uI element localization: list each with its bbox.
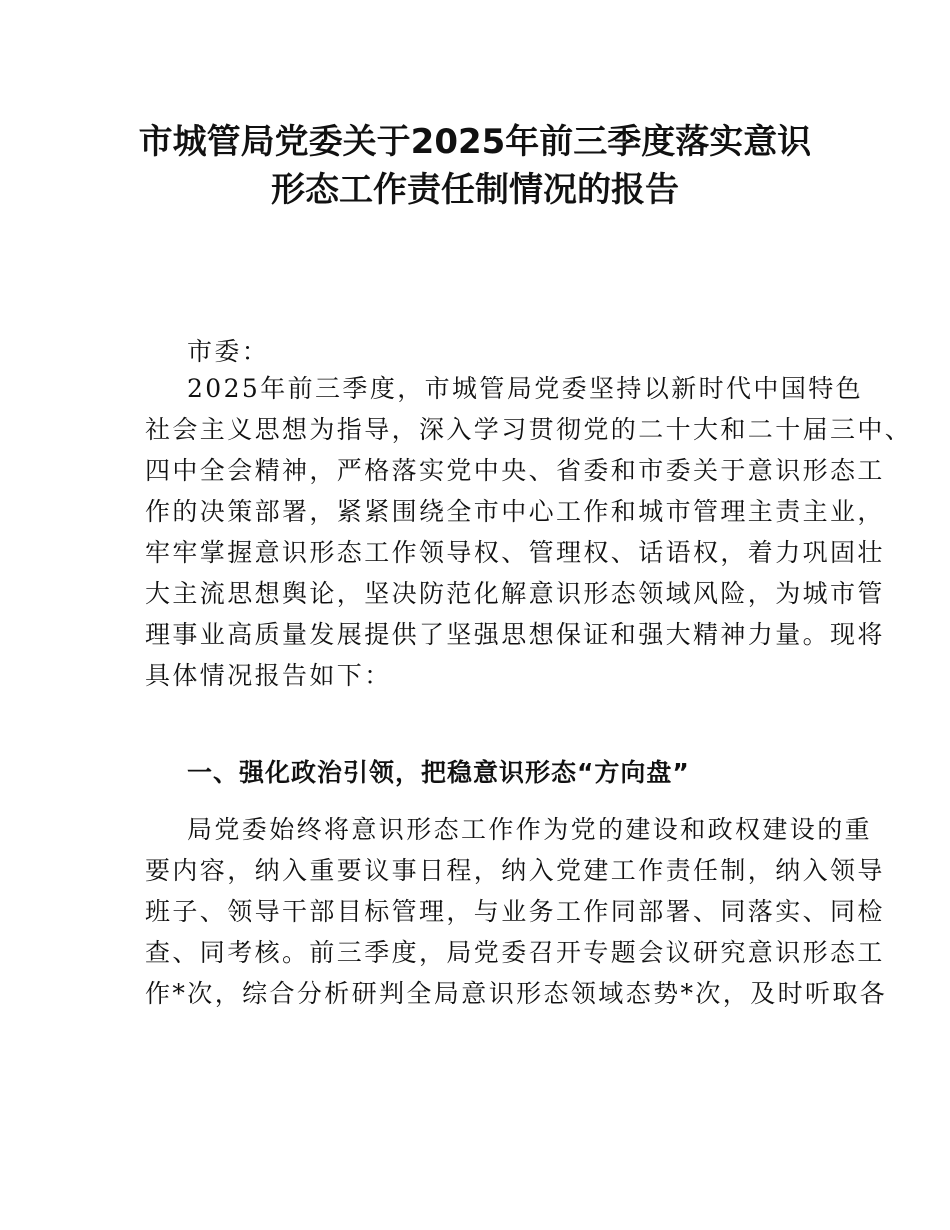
paragraph-line: 牢牢掌握意识形态工作领导权、管理权、话语权，着力巩固壮 <box>145 538 885 567</box>
salutation: 市委： <box>187 337 270 366</box>
section-heading: 一、强化政治引领，把稳意识形态“方向盘” <box>187 758 690 787</box>
paragraph-line: 四中全会精神，严格落实党中央、省委和市委关于意识形态工 <box>145 456 885 485</box>
paragraph-line: 局党委始终将意识形态工作作为党的建设和政权建设的重 <box>187 815 873 844</box>
paragraph-line: 要内容，纳入重要议事日程，纳入党建工作责任制，纳入领导 <box>145 856 885 885</box>
document-title-line-2: 形态工作责任制情况的报告 <box>271 170 679 210</box>
document-title-line-1: 市城管局党委关于2025年前三季度落实意识 <box>138 122 812 162</box>
paragraph-line: 社会主义思想为指导，深入学习贯彻党的二十大和二十届三中、 <box>145 415 913 444</box>
paragraph-line: 作的决策部署，紧紧围绕全市中心工作和城市管理主责主业， <box>145 497 885 526</box>
paragraph-line: 具体情况报告如下： <box>145 661 392 690</box>
paragraph-line: 大主流思想舆论，坚决防范化解意识形态领域风险，为城市管 <box>145 579 885 608</box>
paragraph-line: 班子、领导干部目标管理，与业务工作同部署、同落实、同检 <box>145 897 885 926</box>
paragraph-line: 2025年前三季度，市城管局党委坚持以新时代中国特色 <box>187 374 864 403</box>
paragraph-line: 理事业高质量发展提供了坚强思想保证和强大精神力量。现将 <box>145 620 885 649</box>
paragraph-line: 作*次，综合分析研判全局意识形态领域态势*次，及时听取各 <box>145 979 888 1008</box>
paragraph-line: 查、同考核。前三季度，局党委召开专题会议研究意识形态工 <box>145 938 885 967</box>
